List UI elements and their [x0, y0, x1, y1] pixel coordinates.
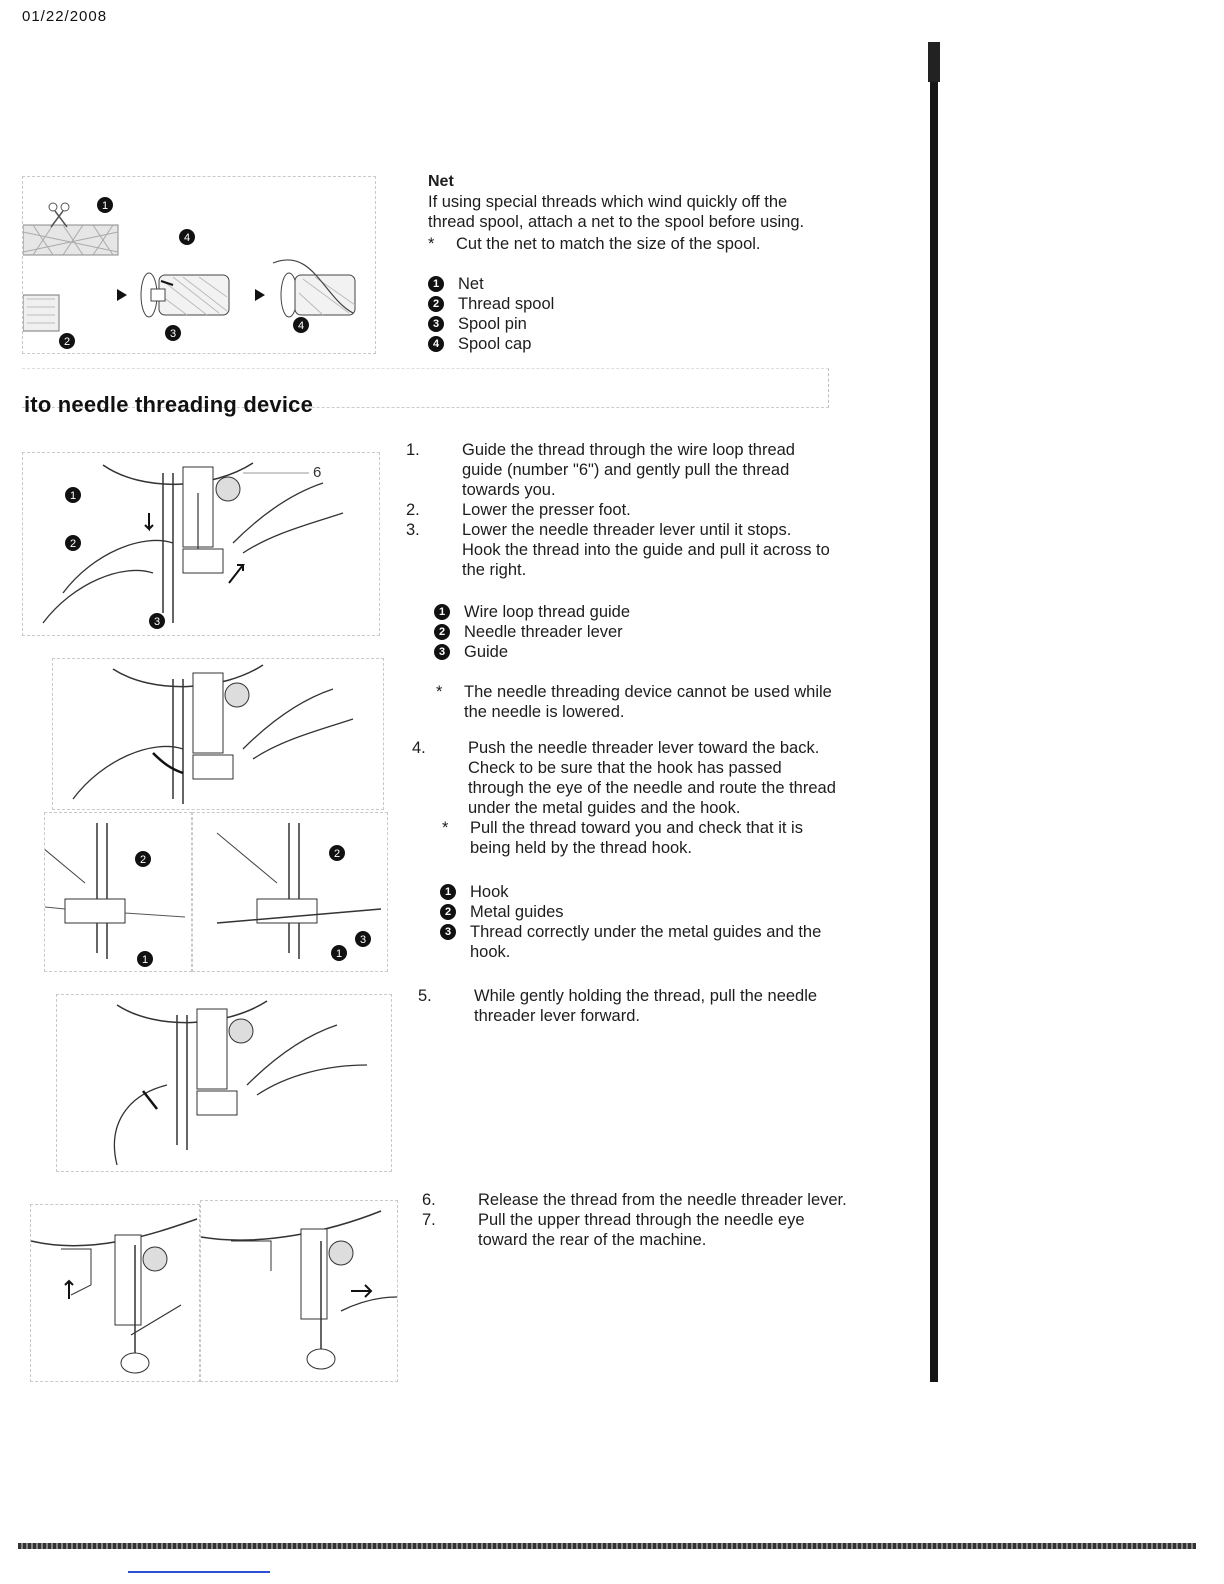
- legend-label: Spool pin: [458, 315, 527, 333]
- callout-number: 4: [297, 320, 305, 332]
- step-number: 2.: [406, 501, 420, 519]
- figure-step-4-detail-right: [192, 812, 388, 972]
- legend-bullet: 2: [440, 904, 456, 920]
- callout-number: 2: [333, 848, 341, 860]
- callout-number: 3: [153, 616, 161, 628]
- steps-6-7-block: [422, 1190, 850, 1250]
- legend-bullet: 3: [428, 316, 444, 332]
- callout-number: 1: [101, 200, 109, 212]
- legend-label: Needle threader lever: [464, 623, 623, 641]
- legend-label: Metal guides: [470, 903, 564, 921]
- figure-step-5: [56, 994, 392, 1172]
- step-text: Lower the needle threader lever until it stops. Hook the thread into the guide and pull it across to the right.: [462, 521, 830, 579]
- legend-bullet: 1: [440, 884, 456, 900]
- legend-bullet: 1: [428, 276, 444, 292]
- callout-number: 3: [359, 934, 367, 946]
- step-7: [422, 1210, 850, 1250]
- step-5-block: [418, 986, 844, 1026]
- callout-number: 1: [69, 490, 77, 502]
- thread-guide-number: 6: [313, 464, 322, 481]
- legend-label: Wire loop thread guide: [464, 603, 631, 621]
- legend-bullet: 3: [434, 644, 450, 660]
- figure-step-7: [200, 1200, 398, 1382]
- scan-edge-bar: [930, 42, 938, 1382]
- note-star: *: [436, 683, 443, 701]
- note-b-text: Pull the thread toward you and check that it is being held by the thread hook.: [470, 819, 803, 857]
- legend-bullet: 2: [428, 296, 444, 312]
- step-number: 5.: [418, 987, 432, 1005]
- callout-number: 1: [141, 954, 149, 966]
- step-5: [418, 986, 844, 1026]
- legend-bullet: 1: [434, 604, 450, 620]
- figure-net-on-spool: [22, 176, 376, 354]
- step-number: 7.: [422, 1211, 436, 1229]
- note-star: *: [442, 819, 449, 837]
- scan-edge-bar-top: [928, 42, 940, 82]
- net-body: If using special threads which wind quickly off the thread spool, attach a net to the spool before using.: [428, 193, 805, 231]
- footer-scan-line: [18, 1543, 1196, 1549]
- step-text: Lower the presser foot.: [462, 501, 631, 519]
- figure-step-4-detail-left: [44, 812, 192, 972]
- steps-1-3-block: [406, 440, 832, 722]
- legend-label: Hook: [470, 883, 509, 901]
- note-a: [434, 682, 832, 722]
- net-note: [428, 234, 828, 254]
- step-number: 1.: [406, 441, 420, 459]
- net-title: Net: [428, 173, 454, 190]
- legend-label: Thread correctly under the metal guides and the hook.: [470, 923, 822, 961]
- step-number: 6.: [422, 1191, 436, 1209]
- step-text: Guide the thread through the wire loop thread guide (number "6") and gently pull the thread towards you.: [462, 441, 795, 499]
- note-star: *: [428, 235, 435, 253]
- step-2: [406, 500, 832, 520]
- callout-number: 4: [183, 232, 191, 244]
- figure-step-6: [30, 1204, 200, 1382]
- legend-a: [434, 602, 832, 662]
- step-text: Release the thread from the needle threader lever.: [478, 1191, 847, 1209]
- legend-label: Thread spool: [458, 295, 555, 313]
- step-1: [406, 440, 832, 500]
- callout-number: 3: [169, 328, 177, 340]
- callout-number: 2: [63, 336, 71, 348]
- step-3: [406, 520, 832, 580]
- section-heading: ito needle threading device: [24, 392, 314, 417]
- net-legend: [428, 274, 828, 354]
- legend-label: Net: [458, 275, 484, 293]
- net-note-text: Cut the net to match the size of the spool.: [456, 235, 761, 253]
- net-text-block: [428, 172, 828, 354]
- callout-number: 1: [335, 948, 343, 960]
- footer-link-underline: [128, 1571, 270, 1573]
- callout-number: 2: [69, 538, 77, 550]
- legend-bullet: 3: [440, 924, 456, 940]
- legend-bullet: 4: [428, 336, 444, 352]
- note-b: [440, 818, 838, 858]
- step-6: [422, 1190, 850, 1210]
- figure-step-1-3: [22, 452, 380, 636]
- step-4-block: [412, 738, 838, 962]
- note-a-text: The needle threading device cannot be used while the needle is lowered.: [464, 683, 832, 721]
- step-number: 3.: [406, 521, 420, 539]
- figure-step-4: [52, 658, 384, 810]
- step-number: 4.: [412, 739, 426, 757]
- step-text: Push the needle threader lever toward the back. Check to be sure that the hook has passed through the eye of the needle and route the thread under the metal guides and the hook.: [468, 739, 836, 817]
- step-4: [412, 738, 838, 818]
- step-text: Pull the upper thread through the needle eye toward the rear of the machine.: [478, 1211, 805, 1249]
- legend-bullet: 2: [434, 624, 450, 640]
- legend-label: Guide: [464, 643, 509, 661]
- callout-number: 2: [139, 854, 147, 866]
- legend-label: Spool cap: [458, 335, 532, 353]
- step-text: While gently holding the thread, pull the needle threader lever forward.: [474, 987, 818, 1025]
- legend-b: [440, 882, 838, 962]
- date-stamp: 01/22/2008: [22, 8, 108, 25]
